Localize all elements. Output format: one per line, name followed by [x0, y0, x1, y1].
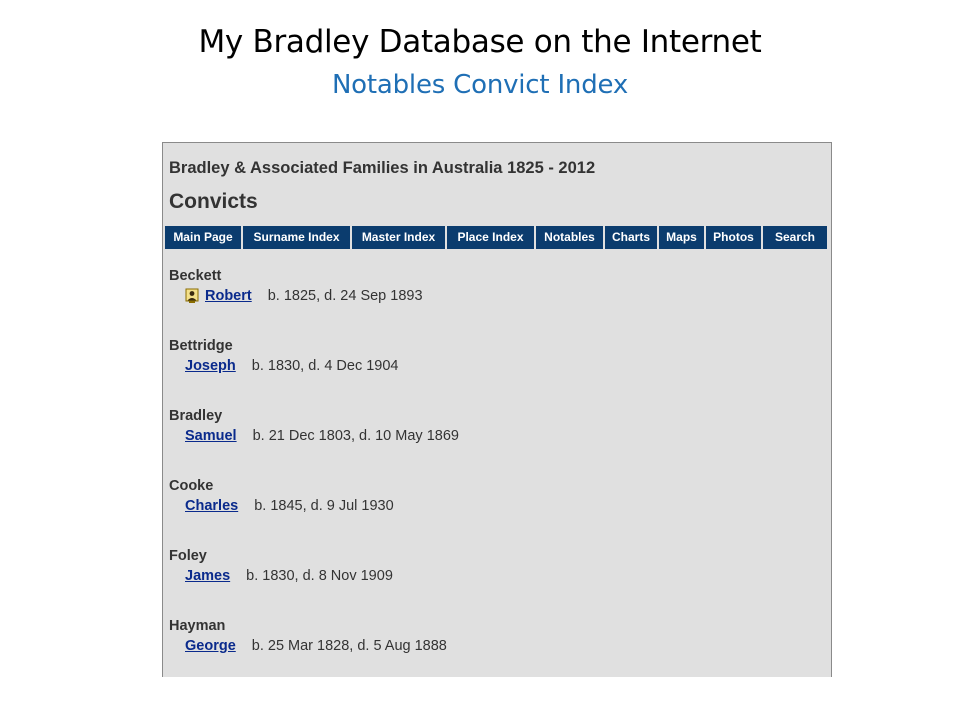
slide-title: My Bradley Database on the Internet — [198, 24, 762, 60]
person-link[interactable]: James — [185, 568, 231, 584]
person-dates: b. 25 Mar 1828, d. 5 Aug 1888 — [251, 638, 447, 654]
slide-subtitle: Notables Convict Index — [331, 70, 629, 100]
surname-heading: Bradley — [169, 408, 223, 424]
surname-group — [169, 477, 809, 517]
webpage-screenshot — [162, 142, 832, 677]
person-row — [185, 635, 809, 657]
person-row — [185, 355, 809, 377]
person-link[interactable]: Joseph — [185, 358, 236, 374]
surname-group — [169, 407, 809, 447]
person-row — [185, 495, 809, 517]
surname-group — [169, 267, 809, 307]
person-link[interactable]: Charles — [185, 498, 239, 514]
surname-heading: Beckett — [169, 268, 222, 284]
nav-surname-index[interactable]: Surname Index — [243, 226, 350, 249]
person-dates: b. 1825, d. 24 Sep 1893 — [267, 288, 423, 304]
nav-place-index[interactable]: Place Index — [447, 226, 534, 249]
nav-search[interactable]: Search — [763, 226, 827, 249]
surname-heading: Bettridge — [169, 338, 233, 354]
nav-master-index[interactable]: Master Index — [352, 226, 445, 249]
surname-heading: Foley — [169, 548, 207, 564]
surname-group — [169, 617, 809, 657]
person-link[interactable]: Samuel — [185, 428, 237, 444]
surname-group — [169, 547, 809, 587]
person-photo-icon[interactable] — [185, 288, 199, 304]
person-row — [185, 565, 809, 587]
nav-notables[interactable]: Notables — [536, 226, 603, 249]
nav-charts[interactable]: Charts — [605, 226, 657, 249]
person-dates: b. 1830, d. 8 Nov 1909 — [246, 568, 393, 584]
person-dates: b. 1845, d. 9 Jul 1930 — [254, 498, 394, 514]
person-row — [185, 285, 809, 307]
person-link[interactable]: George — [185, 638, 236, 654]
site-title: Bradley & Associated Families in Australia 1825 - 2012 — [169, 159, 596, 177]
person-dates: b. 1830, d. 4 Dec 1904 — [251, 358, 399, 374]
surname-group — [169, 337, 809, 377]
nav-bar — [165, 226, 829, 249]
surname-heading: Cooke — [169, 478, 214, 494]
surname-heading: Hayman — [169, 618, 226, 634]
nav-main-page[interactable]: Main Page — [165, 226, 241, 249]
nav-maps[interactable]: Maps — [659, 226, 704, 249]
page-heading: Convicts — [169, 190, 258, 213]
person-row — [185, 425, 809, 447]
nav-photos[interactable]: Photos — [706, 226, 761, 249]
person-dates: b. 21 Dec 1803, d. 10 May 1869 — [252, 428, 459, 444]
person-link[interactable]: Robert — [205, 288, 252, 304]
